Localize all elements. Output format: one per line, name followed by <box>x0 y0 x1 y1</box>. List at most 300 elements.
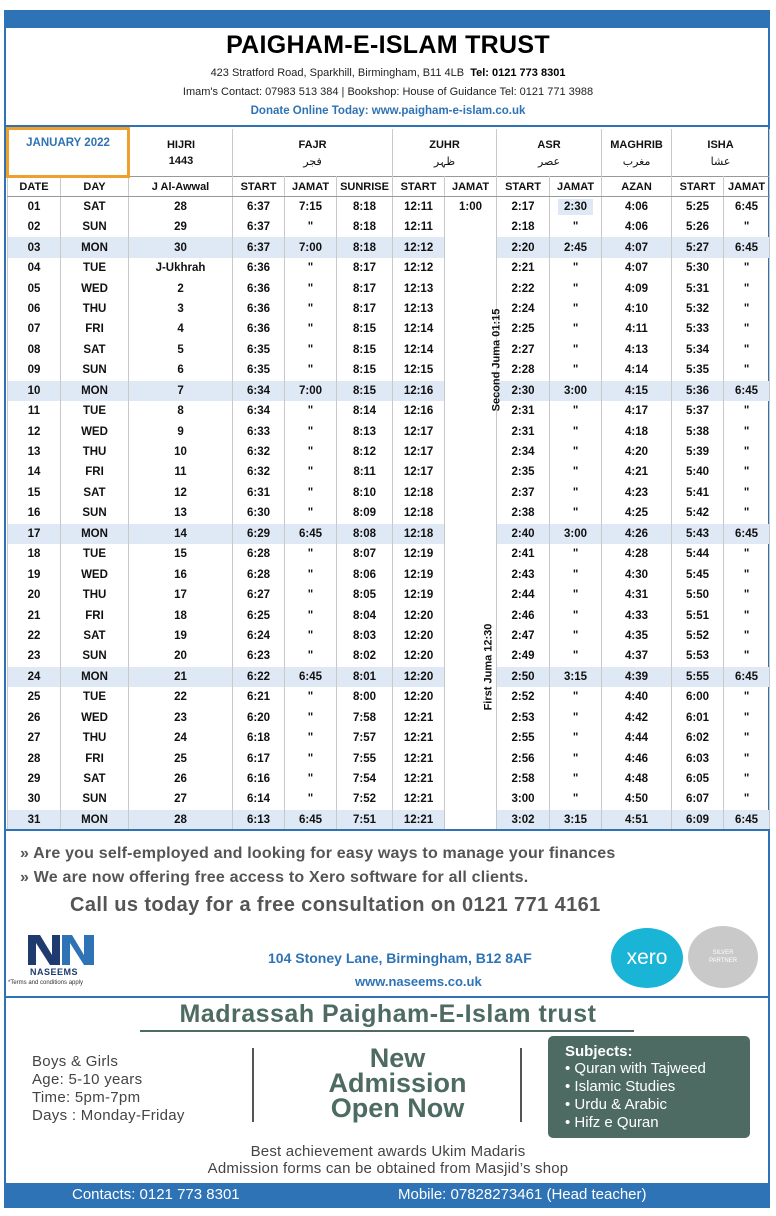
asr-jamat-cell: " <box>550 585 602 605</box>
isha-jamat-cell: " <box>724 278 770 298</box>
isha-jamat-cell: " <box>724 626 770 646</box>
sunrise-cell: 8:15 <box>337 381 393 401</box>
zuhr-start-cell: 12:17 <box>393 442 445 462</box>
fajr-start-cell: 6:32 <box>233 462 285 482</box>
zuhr-start-cell: 12:20 <box>393 626 445 646</box>
table-row <box>8 299 770 319</box>
date-cell: 08 <box>8 340 61 360</box>
fajr-jamat-cell: " <box>285 789 337 809</box>
sunrise-cell: 8:18 <box>337 197 393 218</box>
hijri-cell: 23 <box>129 708 233 728</box>
isha-jamat-cell: " <box>724 728 770 748</box>
asr-jamat-cell: 3:00 <box>550 381 602 401</box>
isha-jamat-cell: " <box>724 258 770 278</box>
isha-start-cell: 6:03 <box>672 748 724 768</box>
table-row <box>8 667 770 687</box>
isha-start-cell: 5:32 <box>672 299 724 319</box>
date-cell: 06 <box>8 299 61 319</box>
sunrise-cell: 8:12 <box>337 442 393 462</box>
asr-start-cell: 2:20 <box>497 237 550 257</box>
fajr-start-cell: 6:37 <box>233 197 285 218</box>
date-cell: 24 <box>8 667 61 687</box>
table-row <box>8 381 770 401</box>
table-row <box>8 197 770 218</box>
asr-jamat-cell: " <box>550 360 602 380</box>
trust-tel: Tel: 0121 773 8301 <box>470 67 566 79</box>
fajr-jamat-cell: " <box>285 605 337 625</box>
maghrib-azan-cell: 4:30 <box>602 564 672 584</box>
fajr-start-cell: 6:36 <box>233 319 285 339</box>
table-row <box>8 462 770 482</box>
zuhr-start-cell: 12:18 <box>393 503 445 523</box>
sunrise-cell: 7:55 <box>337 748 393 768</box>
sunrise-cell: 7:54 <box>337 769 393 789</box>
day-cell: TUE <box>61 687 129 707</box>
zuhr-jamat-cell: 1:00 <box>445 197 497 218</box>
asr-jamat-cell: " <box>550 278 602 298</box>
maghrib-azan-cell: 4:50 <box>602 789 672 809</box>
date-cell: 23 <box>8 646 61 666</box>
maghrib-azan-cell: 4:09 <box>602 278 672 298</box>
date-cell: 16 <box>8 503 61 523</box>
date-cell: 05 <box>8 278 61 298</box>
table-row <box>8 524 770 544</box>
fajr-jamat-cell: " <box>285 483 337 503</box>
asr-start-cell: 2:43 <box>497 564 550 584</box>
day-cell: SUN <box>61 360 129 380</box>
table-row <box>8 401 770 421</box>
second-juma-label: Second Juma 01:15 <box>490 308 503 412</box>
isha-start-cell: 5:45 <box>672 564 724 584</box>
table-row <box>8 585 770 605</box>
sunrise-cell: 8:03 <box>337 626 393 646</box>
fajr-jamat-cell: " <box>285 258 337 278</box>
hijri-cell: 4 <box>129 319 233 339</box>
isha-start-cell: 5:44 <box>672 544 724 564</box>
asr-start-cell: 2:24 <box>497 299 550 319</box>
date-cell: 04 <box>8 258 61 278</box>
fajr-jamat-cell: " <box>285 728 337 748</box>
maghrib-azan-cell: 4:07 <box>602 258 672 278</box>
fajr-jamat-cell: 6:45 <box>285 524 337 544</box>
day-cell: SAT <box>61 626 129 646</box>
asr-start-cell: 2:55 <box>497 728 550 748</box>
date-cell: 09 <box>8 360 61 380</box>
asr-jamat-cell: 2:45 <box>550 237 602 257</box>
asr-jamat-cell: 3:15 <box>550 667 602 687</box>
hijri-cell: 7 <box>129 381 233 401</box>
isha-jamat-cell: " <box>724 483 770 503</box>
sunrise-cell: 8:00 <box>337 687 393 707</box>
isha-start-cell: 5:51 <box>672 605 724 625</box>
timetable-body <box>8 197 770 831</box>
hijri-cell: 12 <box>129 483 233 503</box>
isha-jamat-cell: " <box>724 360 770 380</box>
maghrib-azan-cell: 4:15 <box>602 381 672 401</box>
silver-partner-badge <box>688 926 758 988</box>
zuhr-start-cell: 12:17 <box>393 421 445 441</box>
asr-start-cell: 2:18 <box>497 217 550 237</box>
asr-start-cell: 2:47 <box>497 626 550 646</box>
isha-start-cell: 5:34 <box>672 340 724 360</box>
fajr-start-cell: 6:37 <box>233 237 285 257</box>
isha-start-cell: 6:02 <box>672 728 724 748</box>
sunrise-cell: 8:15 <box>337 340 393 360</box>
column-header: JAMAT <box>285 177 337 197</box>
column-header: JAMAT <box>550 177 602 197</box>
asr-jamat-cell: " <box>550 626 602 646</box>
asr-start-cell: 2:44 <box>497 585 550 605</box>
madrassah-info-3: Time: 5pm-7pm <box>32 1089 141 1106</box>
zuhr-start-cell: 12:21 <box>393 810 445 830</box>
sunrise-cell: 8:01 <box>337 667 393 687</box>
hijri-cell: J-Ukhrah <box>129 258 233 278</box>
date-cell: 10 <box>8 381 61 401</box>
fajr-jamat-cell: " <box>285 769 337 789</box>
asr-jamat-cell: " <box>550 421 602 441</box>
fajr-jamat-cell: " <box>285 340 337 360</box>
fajr-jamat-cell: " <box>285 564 337 584</box>
column-header: START <box>497 177 550 197</box>
advert-address: 104 Stoney Lane, Birmingham, B12 8AF <box>268 950 532 966</box>
isha-start-cell: 5:39 <box>672 442 724 462</box>
isha-jamat-cell: 6:45 <box>724 237 770 257</box>
asr-jamat-cell: " <box>550 728 602 748</box>
fajr-jamat-cell: " <box>285 585 337 605</box>
column-header: START <box>393 177 445 197</box>
fajr-arabic: فجر <box>233 153 393 177</box>
hijri-cell: 8 <box>129 401 233 421</box>
fajr-jamat-cell: " <box>285 401 337 421</box>
asr-jamat-cell: " <box>550 401 602 421</box>
subject-item: • Hifz e Quran <box>565 1114 659 1131</box>
zuhr-start-cell: 12:21 <box>393 748 445 768</box>
asr-jamat-cell: " <box>550 299 602 319</box>
isha-jamat-cell: " <box>724 299 770 319</box>
isha-jamat-cell: " <box>724 442 770 462</box>
asr-start-cell: 2:41 <box>497 544 550 564</box>
fajr-start-cell: 6:23 <box>233 646 285 666</box>
maghrib-azan-cell: 4:06 <box>602 197 672 218</box>
isha-jamat-cell: " <box>724 748 770 768</box>
isha-start-cell: 5:27 <box>672 237 724 257</box>
table-row <box>8 483 770 503</box>
date-cell: 19 <box>8 564 61 584</box>
day-cell: SAT <box>61 769 129 789</box>
hijri-cell: 19 <box>129 626 233 646</box>
fajr-start-cell: 6:30 <box>233 503 285 523</box>
zuhr-start-cell: 12:12 <box>393 237 445 257</box>
sunrise-cell: 8:15 <box>337 360 393 380</box>
sunrise-cell: 8:18 <box>337 237 393 257</box>
day-cell: FRI <box>61 319 129 339</box>
fajr-start-cell: 6:17 <box>233 748 285 768</box>
table-row <box>8 769 770 789</box>
fajr-start-cell: 6:14 <box>233 789 285 809</box>
sunrise-cell: 7:52 <box>337 789 393 809</box>
sunrise-cell: 8:17 <box>337 258 393 278</box>
advert-website-link[interactable]: www.naseems.co.uk <box>355 974 482 989</box>
madrassah-info-4: Days : Monday-Friday <box>32 1107 185 1124</box>
isha-jamat-cell: " <box>724 585 770 605</box>
isha-start-cell: 5:52 <box>672 626 724 646</box>
day-cell: MON <box>61 810 129 830</box>
sunrise-cell: 8:02 <box>337 646 393 666</box>
maghrib-azan-cell: 4:48 <box>602 769 672 789</box>
maghrib-azan-cell: 4:33 <box>602 605 672 625</box>
day-cell: WED <box>61 421 129 441</box>
day-cell: THU <box>61 728 129 748</box>
maghrib-azan-cell: 4:20 <box>602 442 672 462</box>
day-cell: MON <box>61 237 129 257</box>
mobile-phone: Mobile: 07828273461 (Head teacher) <box>398 1186 647 1203</box>
asr-jamat-cell: " <box>550 340 602 360</box>
maghrib-azan-cell: 4:28 <box>602 544 672 564</box>
vertical-separator-left <box>252 1048 254 1122</box>
zuhr-start-cell: 12:16 <box>393 401 445 421</box>
advert-line-2: » We are now offering free access to Xero software for all clients. <box>20 869 529 886</box>
fajr-start-cell: 6:28 <box>233 544 285 564</box>
contacts-phone: Contacts: 0121 773 8301 <box>72 1186 240 1203</box>
fajr-jamat-cell: 7:00 <box>285 381 337 401</box>
hijri-cell: 3 <box>129 299 233 319</box>
hijri-cell: 25 <box>129 748 233 768</box>
isha-start-cell: 5:35 <box>672 360 724 380</box>
asr-header: ASR <box>497 129 602 153</box>
fajr-start-cell: 6:31 <box>233 483 285 503</box>
hijri-cell: 10 <box>129 442 233 462</box>
fajr-start-cell: 6:32 <box>233 442 285 462</box>
day-cell: SUN <box>61 503 129 523</box>
subject-item: • Urdu & Arabic <box>565 1096 667 1113</box>
isha-jamat-cell: " <box>724 340 770 360</box>
column-header: JAMAT <box>724 177 770 197</box>
sunrise-cell: 7:58 <box>337 708 393 728</box>
asr-start-cell: 3:02 <box>497 810 550 830</box>
advert-call-to-action: Call us today for a free consultation on 0121 771 4161 <box>70 894 601 916</box>
maghrib-arabic: مغرب <box>602 153 672 177</box>
isha-jamat-cell: " <box>724 789 770 809</box>
new-admission-banner <box>270 1043 525 1123</box>
date-cell: 07 <box>8 319 61 339</box>
isha-jamat-cell: " <box>724 564 770 584</box>
fajr-jamat-cell: " <box>285 503 337 523</box>
asr-jamat-cell: " <box>550 442 602 462</box>
advert-divider-top <box>6 829 770 831</box>
asr-arabic: عصر <box>497 153 602 177</box>
date-cell: 01 <box>8 197 61 218</box>
day-cell: THU <box>61 299 129 319</box>
xero-logo-icon: xero <box>611 928 683 988</box>
asr-jamat-cell <box>550 197 602 218</box>
maghrib-azan-cell: 4:42 <box>602 708 672 728</box>
maghrib-azan-cell: 4:46 <box>602 748 672 768</box>
subject-item: • Islamic Studies <box>565 1078 676 1095</box>
asr-jamat-cell: 3:00 <box>550 524 602 544</box>
maghrib-azan-cell: 4:11 <box>602 319 672 339</box>
isha-start-cell: 5:38 <box>672 421 724 441</box>
fajr-start-cell: 6:21 <box>233 687 285 707</box>
day-cell: FRI <box>61 605 129 625</box>
day-cell: SAT <box>61 340 129 360</box>
date-cell: 14 <box>8 462 61 482</box>
asr-start-cell: 3:00 <box>497 789 550 809</box>
trust-address: 423 Stratford Road, Sparkhill, Birmingham, B11 4LB <box>210 67 465 79</box>
hijri-cell: 9 <box>129 421 233 441</box>
isha-start-cell: 5:30 <box>672 258 724 278</box>
fajr-start-cell: 6:34 <box>233 401 285 421</box>
sunrise-cell: 8:11 <box>337 462 393 482</box>
sunrise-cell: 7:57 <box>337 728 393 748</box>
badge-line-1: SILVER <box>712 950 734 956</box>
first-juma-label: First Juma 12:30 <box>482 623 495 711</box>
day-cell: SUN <box>61 789 129 809</box>
date-cell: 27 <box>8 728 61 748</box>
fajr-jamat-cell: " <box>285 360 337 380</box>
date-cell: 20 <box>8 585 61 605</box>
hijri-cell: 14 <box>129 524 233 544</box>
day-cell: MON <box>61 381 129 401</box>
day-cell: FRI <box>61 462 129 482</box>
isha-arabic: عشا <box>672 153 770 177</box>
fajr-jamat-cell: " <box>285 442 337 462</box>
maghrib-azan-cell: 4:14 <box>602 360 672 380</box>
date-cell: 30 <box>8 789 61 809</box>
prayer-timetable <box>6 127 770 830</box>
date-cell: 12 <box>8 421 61 441</box>
hijri-cell: 6 <box>129 360 233 380</box>
hijri-cell: 29 <box>129 217 233 237</box>
day-cell: TUE <box>61 401 129 421</box>
sunrise-cell: 8:15 <box>337 319 393 339</box>
column-header: START <box>233 177 285 197</box>
advert-line-1: » Are you self-employed and looking for easy ways to manage your finances <box>20 845 616 862</box>
asr-jamat-cell: " <box>550 687 602 707</box>
fajr-jamat-cell: 7:00 <box>285 237 337 257</box>
first-juma-cell <box>445 503 497 830</box>
maghrib-azan-cell: 4:21 <box>602 462 672 482</box>
date-cell: 22 <box>8 626 61 646</box>
hijri-cell: 20 <box>129 646 233 666</box>
sunrise-cell: 8:08 <box>337 524 393 544</box>
date-cell: 21 <box>8 605 61 625</box>
day-cell: WED <box>61 708 129 728</box>
isha-jamat-cell: " <box>724 687 770 707</box>
isha-jamat-cell: 6:45 <box>724 667 770 687</box>
hijri-cell: 22 <box>129 687 233 707</box>
isha-jamat-cell: 6:45 <box>724 197 770 218</box>
fajr-start-cell: 6:37 <box>233 217 285 237</box>
table-row <box>8 340 770 360</box>
isha-header: ISHA <box>672 129 770 153</box>
sunrise-cell: 8:13 <box>337 421 393 441</box>
table-row <box>8 237 770 257</box>
column-header: SUNRISE <box>337 177 393 197</box>
zuhr-start-cell: 12:17 <box>393 462 445 482</box>
maghrib-azan-cell: 4:31 <box>602 585 672 605</box>
asr-jamat-cell: " <box>550 708 602 728</box>
hijri-cell: 5 <box>129 340 233 360</box>
sunrise-cell: 8:14 <box>337 401 393 421</box>
isha-jamat-cell: " <box>724 544 770 564</box>
madrassah-footer-1: Best achievement awards Ukim Madaris <box>250 1143 526 1160</box>
day-cell: SUN <box>61 217 129 237</box>
madrassah-title: Madrassah Paigham-E-Islam trust <box>179 1000 597 1028</box>
zuhr-start-cell: 12:16 <box>393 381 445 401</box>
table-row <box>8 605 770 625</box>
column-header: DATE <box>8 177 61 197</box>
isha-start-cell: 5:53 <box>672 646 724 666</box>
day-cell: WED <box>61 278 129 298</box>
asr-jamat-cell: 3:15 <box>550 810 602 830</box>
day-cell: FRI <box>61 748 129 768</box>
isha-jamat-cell: 6:45 <box>724 810 770 830</box>
asr-start-cell: 2:35 <box>497 462 550 482</box>
isha-start-cell: 6:09 <box>672 810 724 830</box>
vertical-separator-right <box>520 1048 522 1122</box>
isha-start-cell: 5:31 <box>672 278 724 298</box>
zuhr-start-cell: 12:11 <box>393 217 445 237</box>
asr-jamat-cell: " <box>550 503 602 523</box>
asr-jamat-cell: " <box>550 258 602 278</box>
isha-jamat-cell: " <box>724 646 770 666</box>
fajr-jamat-cell: " <box>285 217 337 237</box>
day-cell: THU <box>61 442 129 462</box>
fajr-start-cell: 6:24 <box>233 626 285 646</box>
isha-jamat-cell: 6:45 <box>724 381 770 401</box>
hijri-cell: 28 <box>129 810 233 830</box>
column-header: J Al-Awwal <box>129 177 233 197</box>
fajr-start-cell: 6:18 <box>233 728 285 748</box>
zuhr-start-cell: 12:21 <box>393 708 445 728</box>
hijri-cell: 11 <box>129 462 233 482</box>
isha-jamat-cell: " <box>724 319 770 339</box>
isha-jamat-cell: " <box>724 401 770 421</box>
fajr-start-cell: 6:28 <box>233 564 285 584</box>
isha-jamat-cell: 6:45 <box>724 524 770 544</box>
madrassah-info-2: Age: 5-10 years <box>32 1071 143 1088</box>
fajr-jamat-cell: " <box>285 421 337 441</box>
fajr-jamat-cell: " <box>285 299 337 319</box>
isha-start-cell: 5:55 <box>672 667 724 687</box>
sunrise-cell: 8:07 <box>337 544 393 564</box>
admission-line-3: Open Now <box>330 1093 465 1123</box>
table-row <box>8 626 770 646</box>
subjects-title: Subjects: <box>565 1043 633 1060</box>
date-cell: 15 <box>8 483 61 503</box>
hijri-cell: 30 <box>129 237 233 257</box>
zuhr-start-cell: 12:12 <box>393 258 445 278</box>
isha-start-cell: 5:37 <box>672 401 724 421</box>
asr-jamat-cell: " <box>550 789 602 809</box>
asr-start-cell: 2:27 <box>497 340 550 360</box>
zuhr-start-cell: 12:21 <box>393 769 445 789</box>
terms-note: *Terms and conditions apply <box>8 980 84 986</box>
fajr-header: FAJR <box>233 129 393 153</box>
hijri-cell: 24 <box>129 728 233 748</box>
donate-link[interactable]: Donate Online Today: www.paigham-e-islam.co.uk <box>250 105 526 117</box>
maghrib-azan-cell: 4:13 <box>602 340 672 360</box>
maghrib-azan-cell: 4:44 <box>602 728 672 748</box>
sunrise-cell: 8:17 <box>337 278 393 298</box>
fajr-jamat-cell: " <box>285 462 337 482</box>
table-row <box>8 748 770 768</box>
isha-jamat-cell: " <box>724 462 770 482</box>
fajr-start-cell: 6:25 <box>233 605 285 625</box>
table-row <box>8 319 770 339</box>
fajr-start-cell: 6:36 <box>233 258 285 278</box>
maghrib-azan-cell: 4:07 <box>602 237 672 257</box>
